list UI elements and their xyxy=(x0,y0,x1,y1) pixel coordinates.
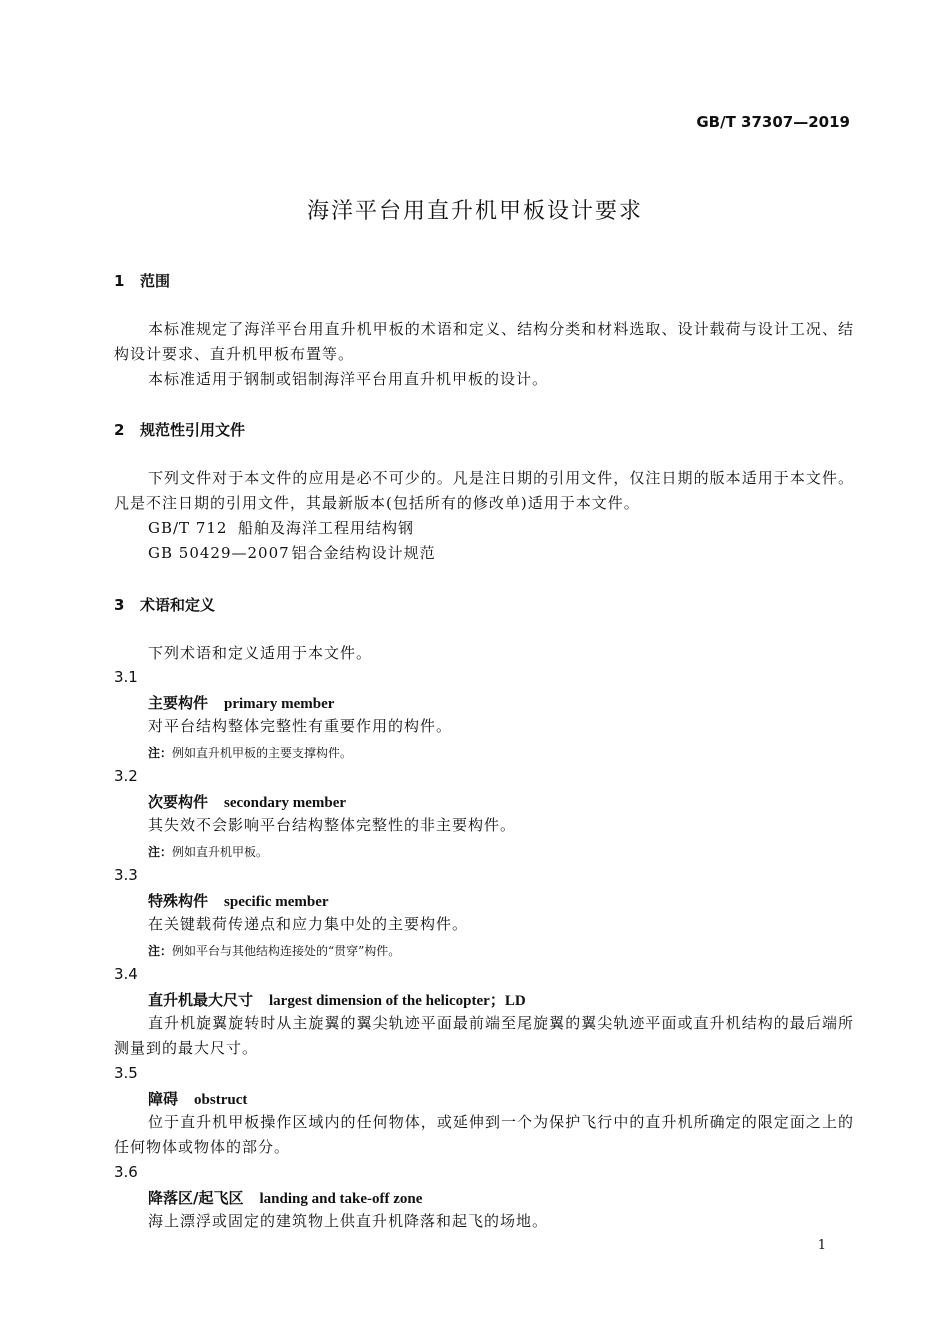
term-number: 3.3 xyxy=(114,866,138,884)
term-heading xyxy=(148,692,334,713)
term-note xyxy=(148,843,268,860)
section-2-heading xyxy=(114,419,245,440)
standard-code: GB/T 37307—2019 xyxy=(696,113,850,131)
document-title: 海洋平台用直升机甲板设计要求 xyxy=(306,199,643,224)
term-number: 3.1 xyxy=(114,668,138,686)
term-en: secondary member xyxy=(224,795,347,811)
term-zh: 降落区/起飞区 xyxy=(148,1189,244,1207)
term-definition: 直升机旋翼旋转时从主旋翼的翼尖轨迹平面最前端至尾旋翼的翼尖轨迹平面或直升机结构的最后端所测量到的最大尺寸。 xyxy=(114,1014,854,1057)
term-heading xyxy=(148,989,526,1010)
term-number: 3.6 xyxy=(114,1163,138,1181)
paragraph: 下列文件对于本文件的应用是必不可少的。凡是注日期的引用文件，仅注日期的版本适用于本文件。凡是不注日期的引用文件，其最新版本(包括所有的修改单)适用于本文件。 xyxy=(114,469,854,512)
term-zh: 障碍 xyxy=(148,1090,179,1108)
term-zh: 直升机最大尺寸 xyxy=(148,991,254,1009)
term-zh: 主要构件 xyxy=(148,694,209,712)
section-number: 2 xyxy=(114,421,125,439)
term-definition: 对平台结构整体完整性有重要作用的构件。 xyxy=(148,717,453,735)
term-zh: 次要构件 xyxy=(148,793,209,811)
term-note xyxy=(148,744,352,761)
term-heading xyxy=(148,1187,422,1208)
section-title: 术语和定义 xyxy=(140,596,216,614)
section-title: 范围 xyxy=(140,272,171,290)
note-text: 例如直升机甲板。 xyxy=(172,845,269,859)
note-label: 注： xyxy=(148,845,173,859)
term-heading xyxy=(148,890,329,911)
term-number: 3.2 xyxy=(114,767,138,785)
reference-item xyxy=(148,541,436,566)
paragraph: 本标准适用于钢制或铝制海洋平台用直升机甲板的设计。 xyxy=(148,370,549,388)
term-en: landing and take-off zone xyxy=(259,1191,423,1207)
reference-code: GB 50429—2007 xyxy=(148,544,290,562)
term-note xyxy=(148,942,400,959)
section-title: 规范性引用文件 xyxy=(140,421,246,439)
section-number: 3 xyxy=(114,596,125,614)
term-en: specific member xyxy=(224,894,329,910)
paragraph: 下列术语和定义适用于本文件。 xyxy=(148,644,373,662)
note-text: 例如平台与其他结构连接处的“贯穿”构件。 xyxy=(172,944,401,958)
note-text: 例如直升机甲板的主要支撑构件。 xyxy=(172,746,353,760)
term-number: 3.4 xyxy=(114,965,138,983)
term-definition: 在关键载荷传递点和应力集中处的主要构件。 xyxy=(148,915,469,933)
reference-title: 铝合金结构设计规范 xyxy=(291,544,436,562)
term-en: obstruct xyxy=(194,1092,248,1108)
reference-code: GB/T 712 xyxy=(148,519,228,537)
term-zh: 特殊构件 xyxy=(148,892,209,910)
section-1-heading xyxy=(114,270,170,291)
term-heading xyxy=(148,1088,247,1109)
note-label: 注： xyxy=(148,944,173,958)
section-3-heading xyxy=(114,594,215,615)
paragraph: 本标准规定了海洋平台用直升机甲板的术语和定义、结构分类和材料选取、设计载荷与设计工况、结构设计要求、直升机甲板布置等。 xyxy=(114,320,854,363)
term-definition: 海上漂浮或固定的建筑物上供直升机降落和起飞的场地。 xyxy=(148,1212,549,1230)
term-en: largest dimension of the helicopter；LD xyxy=(269,993,526,1009)
section-number: 1 xyxy=(114,272,125,290)
reference-item xyxy=(148,516,414,541)
note-label: 注： xyxy=(148,746,173,760)
term-definition: 位于直升机甲板操作区域内的任何物体，或延伸到一个为保护飞行中的直升机所确定的限定面之上的任何物体或物体的部分。 xyxy=(114,1113,854,1156)
reference-title: 船舶及海洋工程用结构钢 xyxy=(238,519,415,537)
term-heading xyxy=(148,791,346,812)
term-en: primary member xyxy=(224,696,335,712)
term-definition: 其失效不会影响平台结构整体完整性的非主要构件。 xyxy=(148,816,517,834)
term-number: 3.5 xyxy=(114,1064,138,1082)
page-number: 1 xyxy=(817,1238,826,1253)
